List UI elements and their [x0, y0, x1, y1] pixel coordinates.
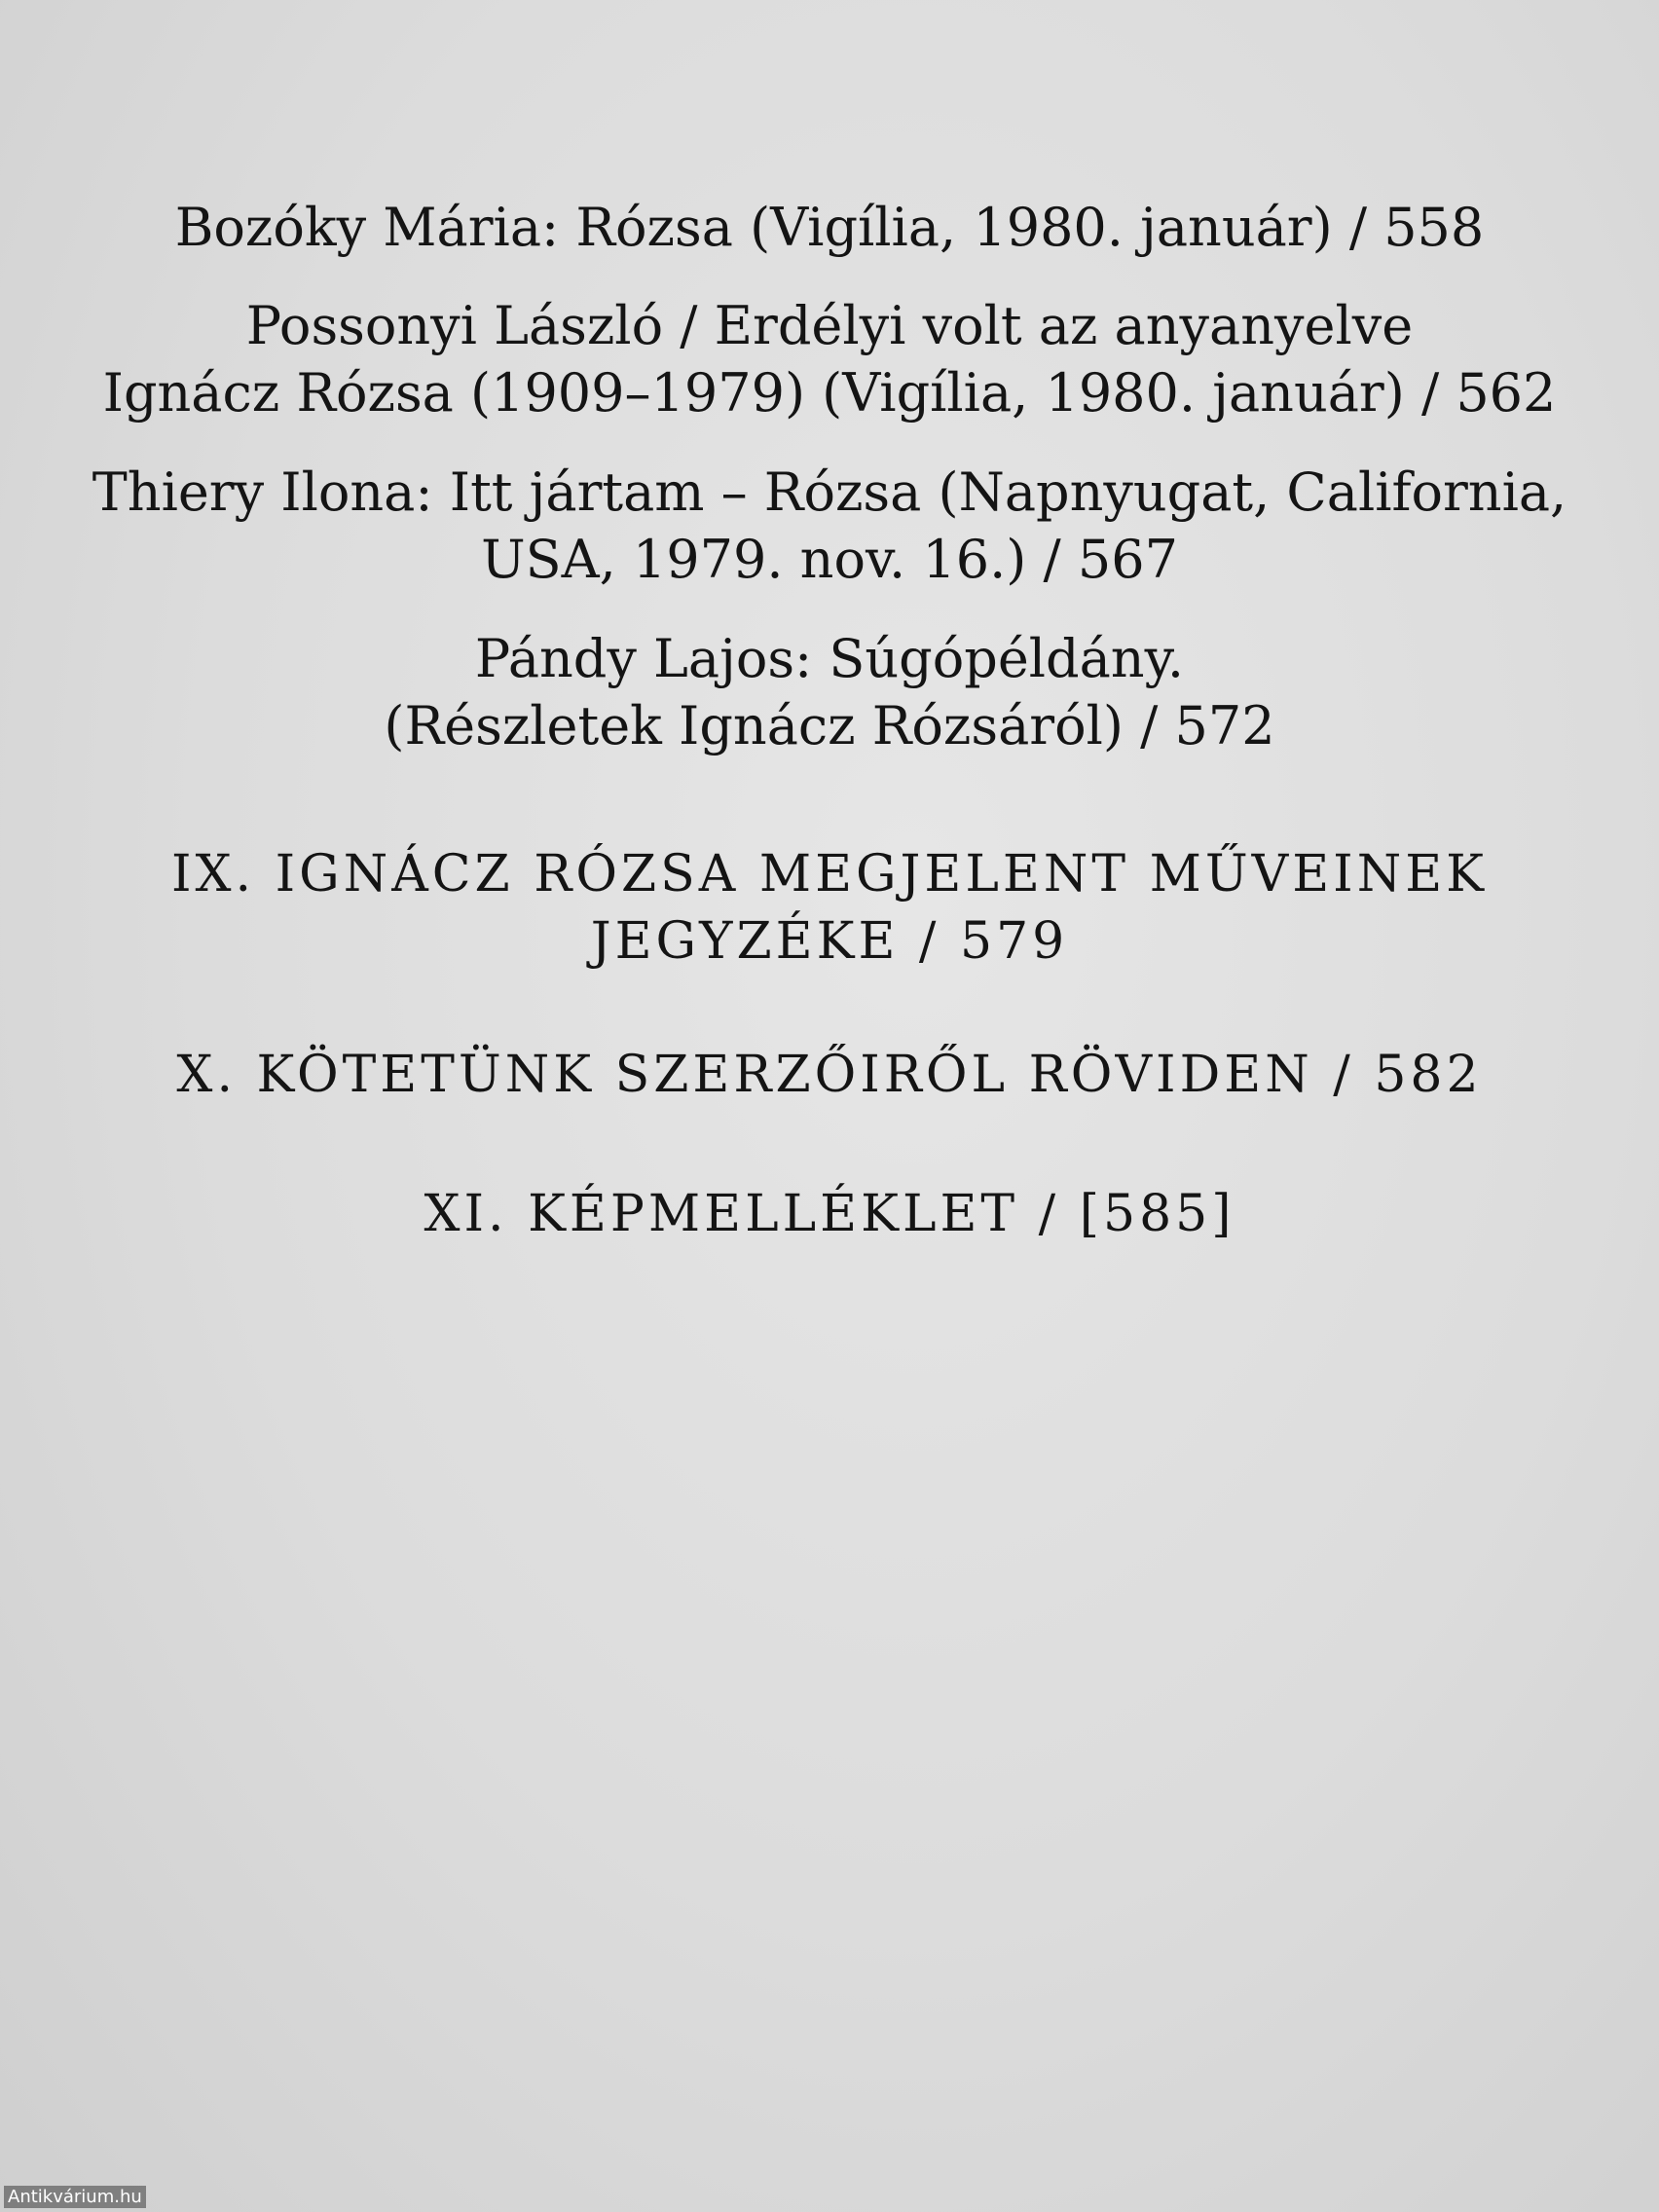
toc-section-ix-line1: IX. IGNÁCZ RÓZSA MEGJELENT MŰVEINEK	[171, 845, 1488, 903]
toc-section-xi: XI. KÉPMELLÉKLET / [585]	[424, 1185, 1235, 1243]
toc-entry-thiery-line1: Thiery Ilona: Itt jártam – Rózsa (Napnyugat, California,	[92, 461, 1567, 523]
toc-entry-pandy-line2: (Részletek Ignácz Rózsáról) / 572	[384, 695, 1275, 756]
toc-section-ix-line2: JEGYZÉKE / 579	[590, 912, 1069, 971]
antikvarium-watermark: Antikvárium.hu	[4, 2186, 146, 2208]
toc-entry-thiery-line2: USA, 1979. nov. 16.) / 567	[481, 529, 1178, 590]
toc-entry-pandy-line1: Pándy Lajos: Súgópéldány.	[474, 628, 1185, 689]
toc-entry-possonyi-line2: Ignácz Rózsa (1909–1979) (Vigília, 1980. január) / 562	[102, 362, 1557, 424]
toc-entry-possonyi-line1: Possonyi László / Erdélyi volt az anyanyelve	[245, 295, 1414, 356]
toc-entry-bozoky: Bozóky Mária: Rózsa (Vigília, 1980. január) / 558	[174, 197, 1485, 258]
toc-section-x: X. KÖTETÜNK SZERZŐIRŐL RÖVIDEN / 582	[176, 1046, 1483, 1104]
